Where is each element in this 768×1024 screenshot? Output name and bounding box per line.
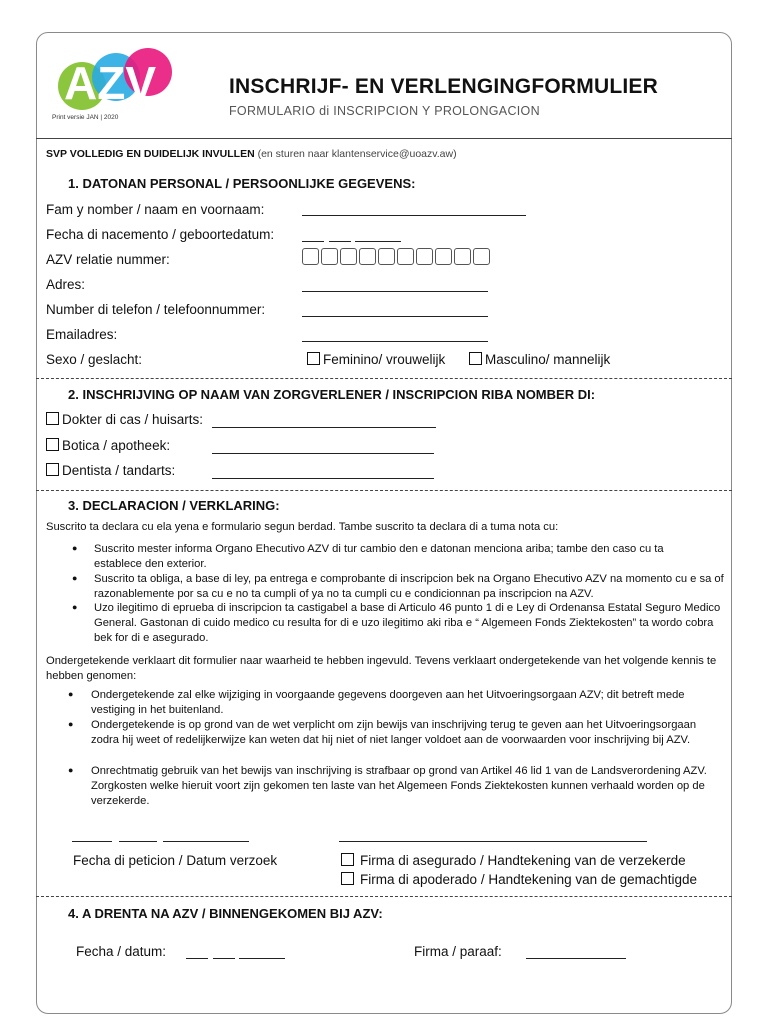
digit-box[interactable] [321, 248, 338, 265]
proxy-signature-label: Firma di apoderado / Handtekening van de gemachtigde [360, 872, 697, 887]
bullet-dot: ● [68, 719, 74, 729]
azv-number-boxes[interactable] [302, 248, 490, 265]
azv-logo [48, 44, 176, 114]
insured-signature-checkbox[interactable] [341, 853, 354, 866]
dob-year-line[interactable] [355, 241, 401, 242]
address-input-line[interactable] [302, 291, 488, 292]
female-checkbox[interactable] [307, 352, 320, 365]
received-month-line[interactable] [213, 958, 235, 959]
dentist-option[interactable] [46, 463, 175, 478]
dob-label: Fecha di nacemento / geboortedatum: [46, 227, 275, 242]
signature-line[interactable] [339, 841, 647, 842]
section-2-divider [36, 490, 732, 491]
received-date-label: Fecha / datum: [76, 944, 167, 959]
female-option[interactable] [307, 352, 445, 367]
bullet-dot: ● [72, 573, 78, 583]
digit-box[interactable] [454, 248, 471, 265]
insured-signature-option[interactable] [341, 853, 686, 868]
declaration-intro-papiamento: Suscrito ta declara cu ela yena e formulario segun berdad. Tambe suscrito ta declara di a tuma nota cu: [46, 521, 559, 533]
doctor-checkbox[interactable] [46, 412, 59, 425]
pharmacy-option[interactable] [46, 438, 170, 453]
proxy-signature-option[interactable] [341, 872, 697, 887]
declaration-bullet-pap-3: Uzo ilegitimo di eprueba di inscripcion ta castigabel a base di Articulo 46 punto 1 di e Ley di Ordenansa Estatal Seguro Medico General. Gastonan di cuido medico cu resulta for di e uzo ilegitimo aki riba e “ Algemeen Fonds Ziektekosten” ta wordo cobra bek for di e asegurado. [94, 602, 721, 644]
pharmacy-checkbox[interactable] [46, 438, 59, 451]
proxy-signature-checkbox[interactable] [341, 872, 354, 885]
bullet-dot: ● [68, 765, 74, 775]
print-version: Print versie JAN | 2020 [52, 114, 119, 121]
paraaf-input-line[interactable] [526, 958, 626, 959]
section-3-heading: 3. DECLARACION / VERKLARING: [68, 498, 280, 513]
male-option[interactable] [469, 352, 610, 367]
pharmacy-label: Botica / apotheek: [62, 438, 171, 453]
doctor-option[interactable] [46, 412, 203, 427]
insured-signature-label: Firma di asegurado / Handtekening van de verzekerde [360, 853, 686, 868]
section-2-heading: 2. INSCHRIJVING OP NAAM VAN ZORGVERLENER / INSCRIPCION RIBA NOMBER DI: [68, 387, 596, 402]
phone-input-line[interactable] [302, 316, 488, 317]
digit-box[interactable] [378, 248, 395, 265]
dentist-input-line[interactable] [212, 478, 434, 479]
section-1-divider [36, 378, 732, 379]
dob-month-line[interactable] [329, 241, 351, 242]
declaration-intro-dutch: Ondergetekende verklaart dit formulier naar waarheid te hebben ingevuld. Tevens verklaart ondergetekende van het volgende kennis te hebben genomen: [46, 655, 717, 682]
bullet-dot: ● [72, 543, 78, 553]
digit-box[interactable] [302, 248, 319, 265]
declaration-bullet-nl-3: Onrechtmatig gebruik van het bewijs van inschrijving is strafbaar op grond van Artikel 46 lid 1 van de Landsverordening AZV. Zorgkosten welke hieruit voort zijn gekomen ten laste van het Algemeen Fonds Ziektekosten kunnen verhaald worden op de verzekerde. [91, 765, 707, 807]
declaration-bullet-pap-2: Suscrito ta obliga, a base di ley, pa entrega e comprobante di inscripcion bek na Organo Ehecutivo AZV na momento cu e sa of razonablemente por sa cu e no ta cumpli of ya no ta cumpli cu e condicionnan pa inscripcion na AZV. [94, 573, 724, 600]
instruction-text [46, 148, 457, 160]
phone-label: Number di telefon / telefoonnummer: [46, 302, 266, 317]
digit-box[interactable] [340, 248, 357, 265]
section-1-heading: 1. DATONAN PERSONAL / PERSOONLIJKE GEGEVENS: [68, 176, 416, 191]
dob-day-line[interactable] [302, 241, 324, 242]
instruction-bold: SVP VOLLEDIG EN DUIDELIJK INVULLEN [46, 148, 255, 160]
digit-box[interactable] [416, 248, 433, 265]
name-input-line[interactable] [302, 215, 526, 216]
received-day-line[interactable] [186, 958, 208, 959]
email-input-line[interactable] [302, 341, 488, 342]
instruction-email-note: (en sturen naar klantenservice@uoazv.aw) [257, 148, 457, 160]
female-option-label: Feminino/ vrouwelijk [323, 352, 446, 367]
doctor-input-line[interactable] [212, 427, 436, 428]
request-year-line[interactable] [163, 841, 249, 842]
bullet-dot: ● [68, 689, 74, 699]
bullet-dot: ● [72, 602, 78, 612]
declaration-bullet-pap-1: Suscrito mester informa Organo Ehecutivo AZV di tur cambio den e datonan menciona ariba; tambe den caso cu ta establece den exterior. [94, 543, 664, 570]
dentist-label: Dentista / tandarts: [62, 463, 176, 478]
azv-number-label: AZV relatie nummer: [46, 252, 170, 267]
male-checkbox[interactable] [469, 352, 482, 365]
digit-box[interactable] [435, 248, 452, 265]
logo-text: AZV [64, 57, 156, 109]
declaration-bullet-nl-1: Ondergetekende zal elke wijziging in voorgaande gegevens doorgeven aan het Uitvoeringsorgaan AZV; dit betreft mede vestiging in het buitenland. [91, 689, 685, 716]
address-label: Adres: [46, 277, 86, 292]
pharmacy-input-line[interactable] [212, 453, 434, 454]
digit-box[interactable] [359, 248, 376, 265]
request-day-line[interactable] [72, 841, 112, 842]
request-date-label: Fecha di peticion / Datum verzoek [73, 853, 278, 868]
request-month-line[interactable] [119, 841, 157, 842]
paraaf-label: Firma / paraaf: [414, 944, 502, 959]
male-option-label: Masculino/ mannelijk [485, 352, 611, 367]
sex-label: Sexo / geslacht: [46, 352, 143, 367]
digit-box[interactable] [473, 248, 490, 265]
received-year-line[interactable] [239, 958, 285, 959]
header-divider [36, 138, 732, 139]
doctor-label: Dokter di cas / huisarts: [62, 412, 204, 427]
declaration-bullet-nl-2: Ondergetekende is op grond van de wet verplicht om zijn bewijs van inschrijving terug te geven aan het Uitvoeringsorgaan zodra hij weet of redelijkerwijze kan weten dat hij niet of niet langer voldoet aan de voorwaarden voor inschrijving bij AZV. [91, 719, 697, 746]
form-title: INSCHRIJF- EN VERLENGINGFORMULIER [229, 75, 658, 98]
section-4-heading: 4. A DRENTA NA AZV / BINNENGEKOMEN BIJ AZV: [68, 906, 383, 921]
form-subtitle: FORMULARIO di INSCRIPCION Y PROLONGACION [229, 104, 540, 118]
email-label: Emailadres: [46, 327, 118, 342]
name-label: Fam y nomber / naam en voornaam: [46, 202, 265, 217]
digit-box[interactable] [397, 248, 414, 265]
dentist-checkbox[interactable] [46, 463, 59, 476]
section-3-divider [36, 896, 732, 897]
